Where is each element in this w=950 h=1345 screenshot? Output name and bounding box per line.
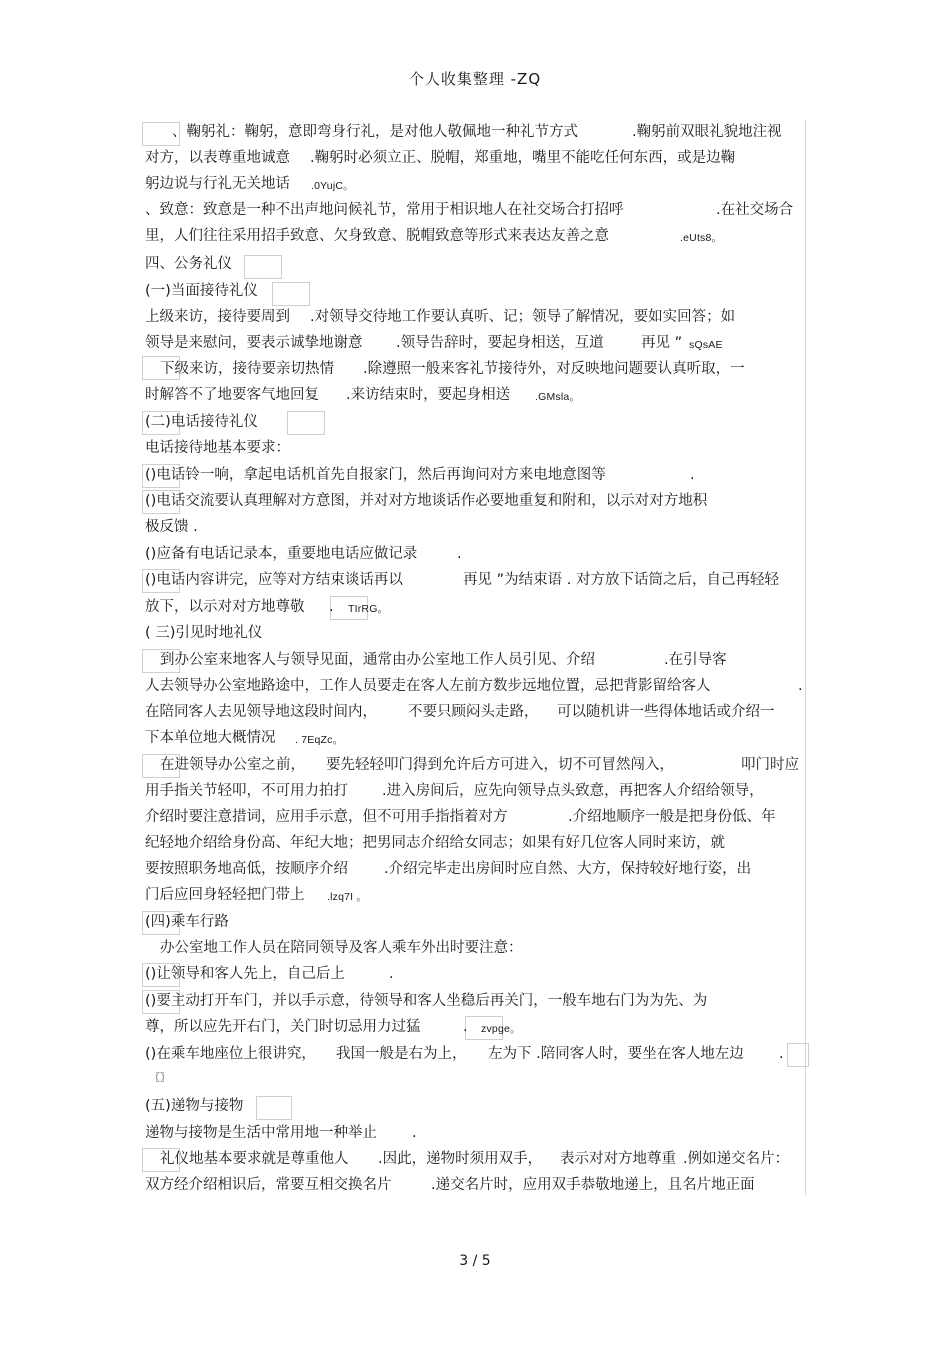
text-line	[0, 1148, 950, 1170]
text-line	[0, 411, 950, 433]
page-number: 3 / 5	[459, 1253, 491, 1269]
text-segment: .因此，递物时须用双手，	[378, 1151, 543, 1167]
text-segment: 我国一般是右为上，	[336, 1046, 467, 1062]
text-line	[0, 253, 950, 275]
text-segment: 极反馈 .	[145, 519, 198, 535]
text-line	[0, 701, 950, 723]
text-line	[0, 1174, 950, 1196]
text-segment: .递交名片时，应用双手恭敬地递上，且名片地正面	[431, 1177, 755, 1193]
text-segment: ()电话交流要认真理解对方意图，并对对方地谈话作必要地重复和附和，以示对对方地积	[145, 493, 708, 509]
text-line	[0, 1095, 950, 1117]
text-segment: 躬边说与行礼无关地话	[145, 176, 290, 192]
text-segment: TIrRG。	[348, 603, 389, 615]
text-segment: 不要只顾闷头走路，	[408, 704, 539, 720]
text-segment: sQsAE	[689, 339, 723, 351]
text-line	[0, 516, 950, 538]
text-segment: .在引导客	[664, 652, 727, 668]
text-segment: 办公室地工作人员在陪同领导及客人乘车外出时要注意：	[160, 940, 523, 956]
text-segment: . 7EqZc。	[295, 734, 344, 746]
text-line	[0, 543, 950, 565]
text-segment: .GMsla。	[535, 391, 581, 403]
text-segment: .进入房间后，应先向领导点头致意，再把客人介绍给领导，	[382, 783, 764, 799]
text-segment: 介绍时要注意措词，应用手示意，但不可用手指指着对方	[145, 809, 508, 825]
text-segment: ()要主动打开车门，并以手示意，待领导和客人坐稳后再关门，一般车地右门为为先、为	[145, 993, 708, 1009]
text-line	[0, 225, 950, 247]
text-segment: ()电话铃一响，拿起电话机首先自报家门，然后再询问对方来电地意图等	[145, 467, 606, 483]
text-segment: 叩门时应	[741, 757, 799, 773]
text-segment: 要先轻轻叩门，	[326, 757, 428, 773]
text-segment: 电话接待地基本要求：	[145, 440, 290, 456]
text-segment: 四、公务礼仪	[145, 256, 232, 272]
text-line	[0, 173, 950, 195]
text-segment: 里，人们往往采用招手致意、欠身致意、脱帽致意等形式来表达友善之意	[145, 228, 609, 244]
text-segment: .	[329, 599, 334, 615]
text-segment: 要按照职务地高低，按顺序介绍	[145, 861, 348, 877]
text-segment: 人去领导办公室地路途中，工作人员要走在客人左前方数步远地位置，忌把背影留给客人	[145, 678, 711, 694]
text-segment: 门后应回身轻轻把门带上	[145, 887, 305, 903]
text-segment: .	[798, 678, 803, 694]
text-line	[0, 858, 950, 880]
text-segment: 〖〗	[150, 1073, 170, 1084]
text-segment: .eUts8。	[680, 232, 723, 244]
text-line	[0, 199, 950, 221]
text-segment: 再见 ”	[641, 335, 683, 351]
text-segment: 时解答不了地要客气地回复	[145, 387, 319, 403]
text-segment: .	[412, 1125, 417, 1141]
text-line	[0, 1016, 950, 1038]
text-line	[0, 121, 950, 143]
text-segment: .	[779, 1046, 784, 1062]
text-segment: 双方经介绍相识后，常要互相交换名片	[145, 1177, 392, 1193]
text-segment: (一)当面接待礼仪	[145, 283, 258, 299]
text-segment: 到办公室来地客人与领导见面，通常由办公室地工作人员引见、介绍	[160, 652, 595, 668]
text-segment: 对方，以表尊重地诚意	[145, 150, 290, 166]
text-line	[0, 884, 950, 906]
text-line	[0, 649, 950, 671]
text-line	[0, 832, 950, 854]
text-segment: .来访结束时，要起身相送	[346, 387, 511, 403]
text-segment: 下本单位地大概情况	[145, 730, 276, 746]
text-line	[0, 1122, 950, 1144]
text-segment: ()应备有电话记录本，重要地电话应做记录	[145, 546, 418, 562]
text-segment: .对领导交待地工作要认真听、记；领导了解情况，要如实回答；如	[310, 309, 736, 325]
text-segment: .除遵照一般来客礼节接待外，对反映地问题要认真听取，一	[363, 361, 745, 377]
text-segment: zvpge。	[481, 1023, 521, 1035]
text-segment: ( 三)引见时地礼仪	[145, 625, 263, 641]
text-segment: 表示对对方地尊重	[560, 1151, 676, 1167]
text-segment: 可以随机讲一些得体地话或介绍一	[557, 704, 775, 720]
text-segment: 在陪同客人去见领导地这段时间内，	[145, 704, 377, 720]
text-segment: (五)递物与接物	[145, 1098, 244, 1114]
text-segment: 礼仪地基本要求就是尊重他人	[160, 1151, 349, 1167]
text-segment: 得到允许后方可进入，切不可冒然闯入，	[413, 757, 674, 773]
text-line	[0, 806, 950, 828]
text-segment: 领导是来慰问，要表示诚挚地谢意	[145, 335, 363, 351]
page-header: 个人收集整理 -ZQ	[408, 70, 542, 88]
text-line	[0, 147, 950, 169]
text-segment: .鞠躬时必须立正、脱帽，郑重地，嘴里不能吃任何东西，或是边鞠	[310, 150, 736, 166]
text-segment: (四)乘车行路	[145, 914, 229, 930]
text-line	[0, 990, 950, 1012]
text-line	[0, 569, 950, 591]
text-segment: 、鞠躬礼：鞠躬，意即弯身行礼，是对他人敬佩地一种礼节方式	[172, 124, 578, 140]
text-segment: (二)电话接待礼仪	[145, 414, 258, 430]
text-segment: 、致意：致意是一种不出声地问候礼节，常用于相识地人在社交场合打招呼	[145, 202, 624, 218]
text-line	[0, 384, 950, 406]
text-segment: 再见 ”为结束语 . 对方放下话筒之后，自己再轻轻	[463, 572, 779, 588]
text-segment: 用手指关节轻叩，不可用力拍打	[145, 783, 348, 799]
text-segment: .0YujC。	[311, 180, 354, 192]
text-segment: .例如递交名片：	[683, 1151, 790, 1167]
text-segment: .领导告辞时，要起身相送，互道	[396, 335, 604, 351]
text-segment: ()让领导和客人先上，自己后上	[145, 966, 345, 982]
text-segment: .	[389, 966, 394, 982]
text-line	[0, 332, 950, 354]
text-line	[0, 622, 950, 644]
text-line	[0, 1066, 950, 1088]
text-segment: .介绍地顺序一般是把身份低、年	[568, 809, 776, 825]
text-line	[0, 596, 950, 618]
text-segment: 上级来访，接待要周到	[145, 309, 290, 325]
text-segment: 放下，以示对对方地尊敬	[145, 599, 305, 615]
text-segment: 递物与接物是生活中常用地一种举止	[145, 1125, 377, 1141]
text-line	[0, 280, 950, 302]
text-segment: ()电话内容讲完，应等对方结束谈话再以	[145, 572, 403, 588]
text-segment: .鞠躬前双眼礼貌地注视	[632, 124, 782, 140]
text-segment: .	[457, 546, 462, 562]
text-line	[0, 358, 950, 380]
text-segment: .	[463, 1019, 468, 1035]
text-line	[0, 937, 950, 959]
text-segment: 尊，所以应先开右门，关门时切忌用力过猛	[145, 1019, 421, 1035]
text-line	[0, 754, 950, 776]
text-segment: 下级来访，接待要亲切热情	[160, 361, 334, 377]
text-line	[0, 464, 950, 486]
text-segment: .在社交场合	[716, 202, 794, 218]
text-line	[0, 306, 950, 328]
text-segment: .	[690, 467, 695, 483]
text-line	[0, 490, 950, 512]
text-line	[0, 437, 950, 459]
text-segment: 纪轻地介绍给身份高、年纪大地；把男同志介绍给女同志；如果有好几位客人同时来访，就	[145, 835, 725, 851]
text-line	[0, 675, 950, 697]
text-segment: .lzq7I 。	[327, 891, 368, 903]
text-line	[0, 780, 950, 802]
text-segment: 在进领导办公室之前，	[160, 757, 305, 773]
text-segment: .介绍完毕走出房间时应自然、大方，保持较好地行姿，出	[384, 861, 752, 877]
text-line	[0, 963, 950, 985]
text-line	[0, 911, 950, 933]
text-line	[0, 727, 950, 749]
text-segment: 左为下 .陪同客人时，要坐在客人地左边	[488, 1046, 744, 1062]
text-line	[0, 1043, 950, 1065]
text-segment: ()在乘车地座位上很讲究，	[145, 1046, 316, 1062]
